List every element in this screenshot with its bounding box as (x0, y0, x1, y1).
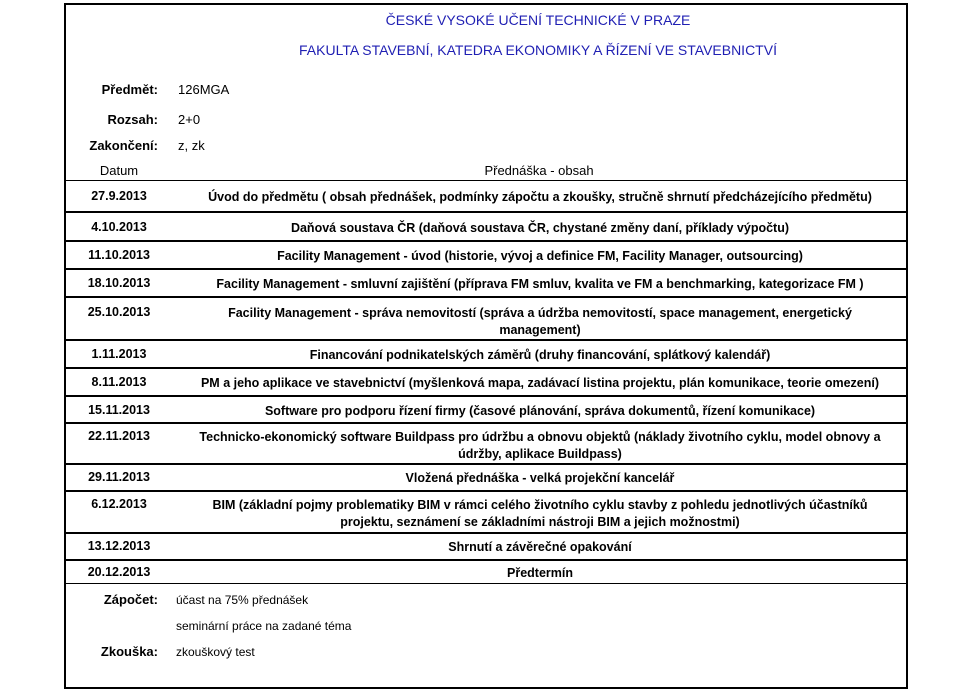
column-header-date: Datum (99, 163, 139, 178)
lecture-date: 4.10.2013 (91, 220, 147, 234)
subject-value: 126MGA (178, 82, 230, 97)
lecture-topic: Daňová soustava ČR (daňová soustava ČR, chystané změny daní, příklady výpočtu) (290, 221, 790, 235)
completion-label: Zakončení: (89, 138, 158, 153)
credit-requirement: účast na 75% přednášek (176, 593, 309, 607)
lecture-topic: BIM (základní pojmy problematiky BIM v rámci celého životního cyklu stavby z pohledu jednotlivých účastníků projektu, seznámení se základními nástroji BIM a jejich možnostmi) (212, 498, 868, 529)
lecture-topic: Financování podnikatelských záměrů (druhy financování, splátkový kalendář) (309, 348, 771, 362)
lecture-date: 20.12.2013 (87, 565, 151, 579)
lecture-date: 18.10.2013 (87, 276, 151, 290)
lecture-topic: Facility Management - úvod (historie, vývoj a definice FM, Facility Manager, outsourcing) (277, 249, 803, 263)
lecture-topic: Shrnutí a závěrečné opakování (448, 540, 632, 554)
credit-label: Zápočet: (103, 592, 158, 607)
lecture-topic: Předtermín (507, 566, 573, 580)
row-separator (66, 422, 906, 424)
row-separator (66, 240, 906, 242)
row-separator (66, 532, 906, 534)
lecture-date: 1.11.2013 (91, 347, 147, 361)
lecture-date: 6.12.2013 (91, 497, 147, 511)
scope-label: Rozsah: (107, 112, 158, 127)
university-title: ČESKÉ VYSOKÉ UČENÍ TECHNICKÉ V PRAZE (385, 12, 691, 28)
lecture-topic: Úvod do předmětu ( obsah přednášek, podmínky zápočtu a zkoušky, stručně shrnutí předcházejícího předmětu) (208, 190, 872, 204)
lecture-date: 8.11.2013 (91, 375, 147, 389)
row-separator (66, 339, 906, 341)
lecture-topic: Vložená přednáška - velká projekční kancelář (405, 471, 675, 485)
row-separator (66, 463, 906, 465)
faculty-title: FAKULTA STAVEBNÍ, KATEDRA EKONOMIKY A ŘÍZENÍ VE STAVEBNICTVÍ (299, 42, 777, 58)
lecture-date: 13.12.2013 (87, 539, 151, 553)
row-separator (66, 490, 906, 492)
row-separator (66, 395, 906, 397)
row-separator (66, 180, 906, 181)
lecture-date: 22.11.2013 (88, 429, 150, 443)
lecture-topic: Facility Management - smluvní zajištění (příprava FM smluv, kvalita ve FM a benchmarking, kategorizace FM ) (216, 277, 864, 291)
lecture-topic: Facility Management - správa nemovitostí (správa a údržba nemovitostí, space management, energetický management) (228, 306, 852, 337)
row-separator (66, 268, 906, 270)
lecture-date: 29.11.2013 (88, 470, 150, 484)
row-separator (66, 211, 906, 213)
row-separator (66, 296, 906, 298)
lecture-date: 25.10.2013 (87, 305, 151, 319)
row-separator (66, 583, 906, 584)
subject-label: Předmět: (101, 82, 158, 97)
exam-requirement: zkouškový test (176, 645, 255, 659)
column-header-topic: Přednáška - obsah (484, 163, 594, 178)
lecture-date: 15.11.2013 (88, 403, 150, 417)
scope-value: 2+0 (178, 112, 201, 127)
credit-requirement: seminární práce na zadané téma (176, 619, 352, 633)
lecture-topic: Technicko-ekonomický software Buildpass pro údržbu a obnovu objektů (náklady životního cyklu, model obnovy a údržby, aplikace Buildpass) (199, 430, 881, 461)
exam-label: Zkouška: (100, 644, 158, 659)
row-separator (66, 559, 906, 561)
document-frame (64, 3, 908, 689)
lecture-topic: Software pro podporu řízení firmy (časové plánování, správa dokumentů, řízení komunikace) (264, 404, 816, 418)
lecture-date: 11.10.2013 (88, 248, 150, 262)
row-separator (66, 367, 906, 369)
completion-value: z, zk (178, 138, 205, 153)
lecture-date: 27.9.2013 (91, 189, 147, 203)
lecture-topic: PM a jeho aplikace ve stavebnictví (myšlenková mapa, zadávací listina projektu, plán komunikace, teorie omezení) (200, 376, 880, 390)
